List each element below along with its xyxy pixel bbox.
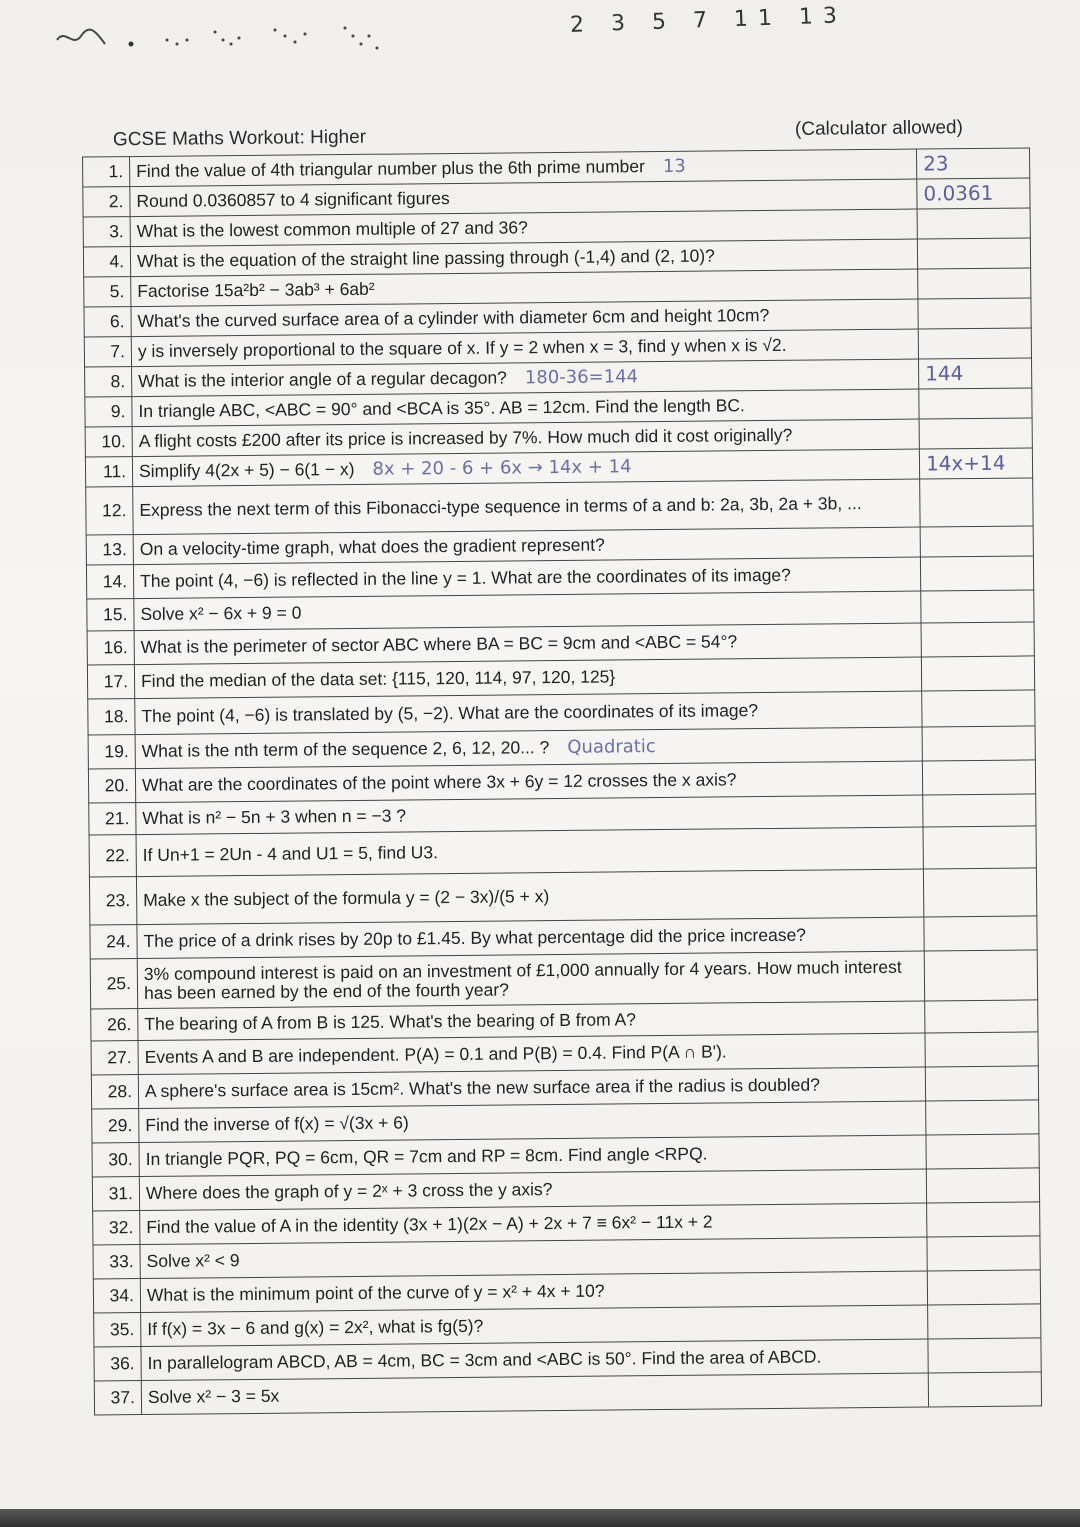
question-number: 24. xyxy=(90,925,137,959)
prime-numbers-note: 2 3 5 7 11 13 xyxy=(569,3,848,38)
question-text: The bearing of A from B is 125. What's the bearing of B from A? xyxy=(144,1009,637,1035)
question-text: In triangle PQR, PQ = 6cm, QR = 7cm and RP = 8cm. Find angle <RPQ. xyxy=(145,1143,708,1169)
answer-box[interactable] xyxy=(922,690,1035,727)
question-text: Factorise 15a²b² − 3ab³ + 6ab² xyxy=(137,278,375,302)
answer-box[interactable] xyxy=(926,1168,1039,1203)
question-number: 19. xyxy=(88,735,135,769)
answer-box[interactable] xyxy=(924,950,1037,1001)
answer-box[interactable] xyxy=(921,622,1034,657)
handwritten-working: 13 xyxy=(662,155,686,177)
question-number: 26. xyxy=(91,1009,138,1041)
handwritten-working: 180-36=144 xyxy=(524,366,639,389)
handwritten-working: 8x + 20 - 6 + 6x → 14x + 14 xyxy=(372,456,632,480)
question-number: 32. xyxy=(93,1211,140,1245)
question-number: 3. xyxy=(83,217,130,247)
answer-box[interactable] xyxy=(923,868,1036,917)
question-number: 18. xyxy=(88,699,135,735)
question-text-cell xyxy=(136,869,923,925)
question-text: A flight costs £200 after its price is increased by 7%. How much did it cost originally? xyxy=(138,424,793,452)
question-text: If Un+1 = 2Un - 4 and U1 = 5, find U3. xyxy=(142,842,439,866)
question-text: Find the inverse of f(x) = √(3x + 6) xyxy=(145,1112,409,1135)
question-text: Simplify 4(2x + 5) − 6(1 − x) xyxy=(138,458,355,482)
question-text: Find the median of the data set: {115, 120, 114, 97, 120, 125} xyxy=(140,666,616,692)
question-number: 30. xyxy=(92,1143,139,1177)
question-text: What is the equation of the straight line passing through (-1,4) and (2, 10)? xyxy=(136,245,715,272)
answer-box[interactable] xyxy=(928,1338,1041,1373)
question-number: 20. xyxy=(88,769,135,803)
handwritten-working: Quadratic xyxy=(567,736,656,758)
question-text: Round 0.0360857 to 4 significant figures xyxy=(136,188,450,212)
question-text: Solve x² − 6x + 9 = 0 xyxy=(140,602,302,625)
question-number: 12. xyxy=(86,487,133,535)
question-text: In parallelogram ABCD, AB = 4cm, BC = 3cm and <ABC is 50°. Find the area of ABCD. xyxy=(147,1346,822,1373)
answer-box[interactable] xyxy=(922,726,1035,761)
answer-box[interactable] xyxy=(921,656,1034,691)
question-text-cell xyxy=(137,951,924,1009)
question-text: Find the value of A in the identity (3x + 1)(2x − A) + 2x + 7 ≡ 6x² − 11x + 2 xyxy=(146,1211,713,1237)
question-number: 16. xyxy=(87,631,134,665)
question-text: What is the interior angle of a regular decagon? xyxy=(138,367,507,392)
question-number: 9. xyxy=(85,397,132,427)
question-text-cell xyxy=(136,827,923,877)
question-text: The price of a drink rises by 20p to £1.45. By what percentage did the price increase? xyxy=(143,924,807,952)
answer-box[interactable] xyxy=(926,1134,1039,1169)
question-number: 34. xyxy=(93,1279,140,1313)
question-text: Solve x² − 3 = 5x xyxy=(147,1385,280,1407)
answer-box[interactable]: 144 xyxy=(919,358,1032,389)
answer-box[interactable] xyxy=(921,590,1034,623)
answer-box[interactable] xyxy=(927,1270,1040,1305)
question-text: On a velocity-time graph, what does the gradient represent? xyxy=(139,534,605,560)
question-number: 8. xyxy=(85,367,132,397)
question-text: What is the nth term of the sequence 2, 6, 12, 20... ? xyxy=(141,737,550,762)
answer-box[interactable] xyxy=(917,208,1030,239)
question-number: 25. xyxy=(90,959,137,1009)
question-number: 23. xyxy=(89,877,136,925)
answer-box[interactable] xyxy=(918,268,1031,299)
question-number: 5. xyxy=(84,277,131,307)
question-text: Events A and B are independent. P(A) = 0.1 and P(B) = 0.4. Find P(A ∩ B'). xyxy=(144,1041,727,1067)
question-number: 36. xyxy=(94,1347,141,1381)
calculator-note: (Calculator allowed) xyxy=(794,117,964,140)
question-text: Find the value of 4th triangular number plus the 6th prime number xyxy=(136,156,646,182)
answer-box[interactable] xyxy=(927,1236,1040,1271)
answer-box[interactable] xyxy=(928,1372,1041,1407)
question-number: 37. xyxy=(94,1381,141,1415)
answer-box[interactable] xyxy=(917,238,1030,269)
question-number: 22. xyxy=(89,835,136,877)
question-number: 4. xyxy=(83,247,130,277)
answer-box[interactable] xyxy=(924,916,1037,951)
answer-box[interactable] xyxy=(920,556,1033,591)
answer-box[interactable]: 14x+14 xyxy=(919,448,1032,479)
question-number: 11. xyxy=(85,457,132,487)
question-number: 35. xyxy=(94,1313,141,1347)
question-number: 29. xyxy=(92,1109,139,1143)
question-text: The point (4, −6) is reflected in the line y = 1. What are the coordinates of its image? xyxy=(140,564,791,592)
answer-box[interactable] xyxy=(925,1032,1038,1067)
answer-box[interactable] xyxy=(923,794,1036,827)
question-text: What is the minimum point of the curve of y = x² + 4x + 10? xyxy=(146,1280,605,1305)
question-text: What is n² − 5n + 3 when n = −3 ? xyxy=(142,805,407,829)
pen-scribble-marks xyxy=(55,18,415,58)
question-number: 10. xyxy=(85,427,132,457)
answer-box[interactable]: 0.0361 xyxy=(917,178,1030,209)
question-text: If f(x) = 3x − 6 and g(x) = 2x², what is fg(5)? xyxy=(147,1315,484,1339)
answer-box[interactable] xyxy=(918,298,1031,329)
question-text: What are the coordinates of the point where 3x + 6y = 12 crosses the x axis? xyxy=(141,769,737,796)
question-number: 6. xyxy=(84,307,131,337)
question-text: A sphere's surface area is 15cm². What's the new surface area if the radius is doubled? xyxy=(144,1074,821,1101)
question-text: 3% compound interest is paid on an investment of £1,000 annually for 4 years. How much interest has been earned by the end of the fourth year? xyxy=(143,956,902,1003)
question-row xyxy=(90,950,1037,1009)
answer-box[interactable] xyxy=(919,418,1032,449)
question-number: 13. xyxy=(86,535,133,565)
answer-box[interactable] xyxy=(920,526,1033,557)
question-number: 33. xyxy=(93,1245,140,1279)
question-text: y is inversely proportional to the square of x. If y = 2 when x = 3, find y when x is √2. xyxy=(137,334,787,362)
question-number: 17. xyxy=(87,665,134,699)
question-text: Solve x² < 9 xyxy=(146,1250,240,1271)
question-text: Express the next term of this Fibonacci-type sequence in terms of a and b: 2a, 3b, 2a + 3b, ... xyxy=(139,493,862,521)
answer-box[interactable] xyxy=(922,760,1035,795)
question-text-cell xyxy=(141,1373,928,1415)
answer-box[interactable] xyxy=(919,388,1032,419)
question-text: What's the curved surface area of a cylinder with diameter 6cm and height 10cm? xyxy=(137,304,770,332)
question-number: 14. xyxy=(86,565,133,599)
question-text-cell xyxy=(133,479,920,535)
question-number: 2. xyxy=(83,187,130,217)
question-text: In triangle ABC, <ABC = 90° and <BCA is 35°. AB = 12cm. Find the length BC. xyxy=(138,395,745,422)
question-number: 31. xyxy=(92,1177,139,1211)
question-text: Make x the subject of the formula y = (2 − 3x)/(5 + x) xyxy=(143,886,550,911)
question-number: 21. xyxy=(89,803,136,835)
answer-box[interactable] xyxy=(918,328,1031,359)
page-bottom-edge xyxy=(0,1509,1080,1527)
question-number: 28. xyxy=(91,1075,138,1109)
answer-box[interactable]: 23 xyxy=(916,148,1029,179)
answer-box[interactable] xyxy=(925,1066,1038,1101)
question-number: 7. xyxy=(84,337,131,367)
question-text: What is the lowest common multiple of 27 and 36? xyxy=(136,217,528,242)
question-number: 27. xyxy=(91,1041,138,1075)
question-number: 15. xyxy=(87,599,134,631)
answer-box[interactable] xyxy=(920,478,1033,527)
question-text: The point (4, −6) is translated by (5, −2). What are the coordinates of its image? xyxy=(141,700,759,727)
question-number: 1. xyxy=(83,157,130,187)
question-text: Where does the graph of y = 2ˣ + 3 cross the y axis? xyxy=(145,1179,553,1203)
answer-box[interactable] xyxy=(928,1304,1041,1339)
answer-box[interactable] xyxy=(926,1100,1039,1135)
question-table xyxy=(82,147,1045,1466)
question-text: What is the perimeter of sector ABC where BA = BC = 9cm and <ABC = 54°? xyxy=(140,631,738,658)
answer-box[interactable] xyxy=(927,1202,1040,1237)
answer-box[interactable] xyxy=(925,1000,1038,1033)
worksheet-title: GCSE Maths Workout: Higher xyxy=(112,126,367,151)
answer-box[interactable] xyxy=(923,826,1036,869)
